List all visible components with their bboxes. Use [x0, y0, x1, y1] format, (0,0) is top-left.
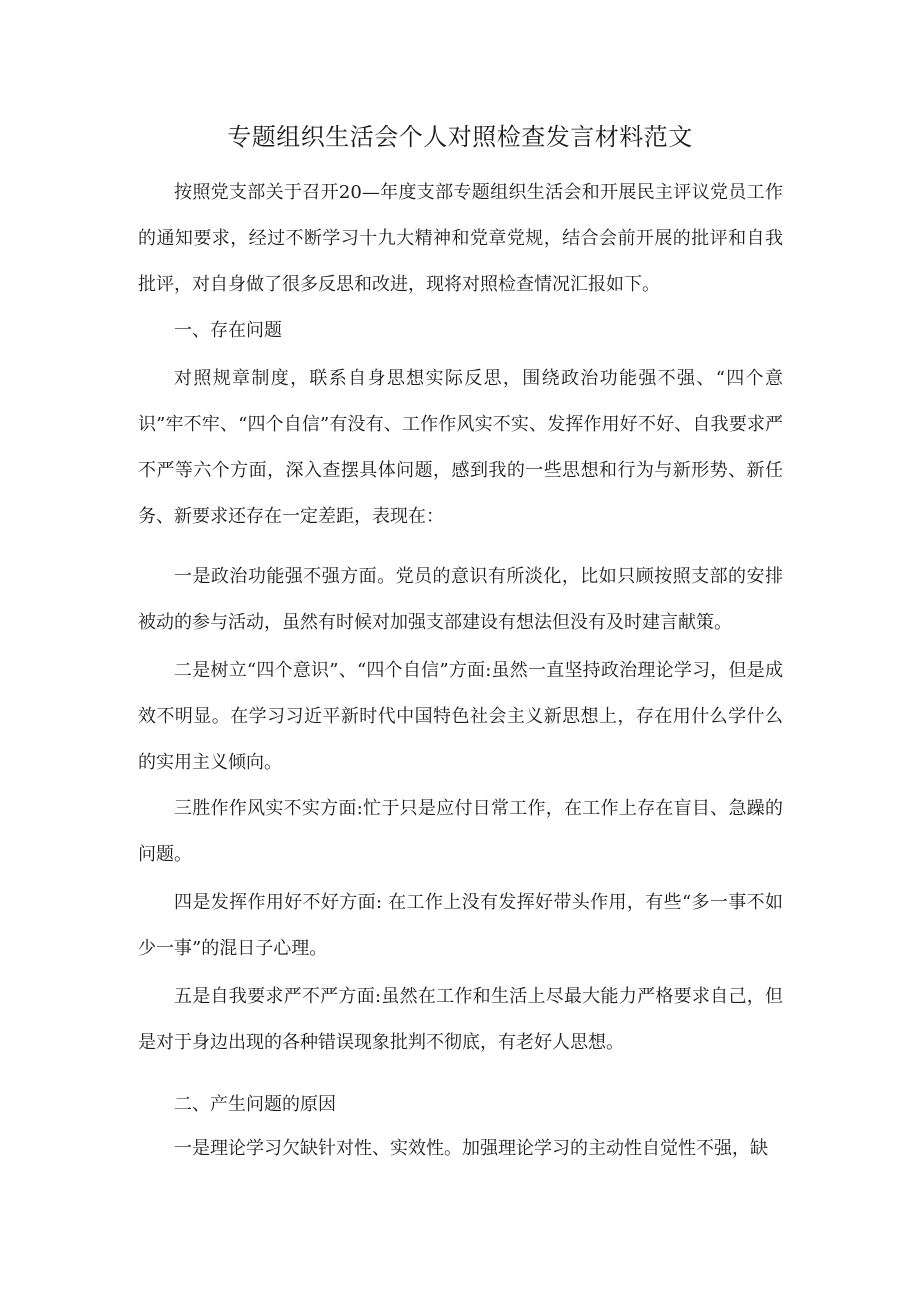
problem-item-5: 五是自我要求严不严方面:虽然在工作和生活上尽最大能力严格要求自己，但是对于身边出现的各种错误现象批判不彻底，有老好人思想。 — [138, 986, 783, 1053]
problem-item-3: 三胜作作风实不实方面:忙于只是应付日常工作，在工作上存在盲目、急躁的问题。 — [138, 798, 783, 865]
problem-item-2: 二是树立“四个意识”、“四个自信”方面:虽然一直坚持政治理论学习，但是成效不明显。在学习习近平新时代中国特色社会主义新思想上，存在用什么学什么的实用主义倾向。 — [138, 660, 783, 773]
problems-intro-paragraph: 对照规章制度，联系自身思想实际反思，围绕政治功能强不强、“四个意识”牢不牢、“四个自信”有没有、工作作风实不实、发挥作用好不好、自我要求严不严等六个方面，深入查摆具体问题，感到我的一些思想和行为与新形势、新任务、新要求还存在一定差距，表现在： — [138, 368, 783, 527]
section-heading-causes: 二、产生问题的原因 — [174, 1094, 336, 1115]
intro-paragraph: 按照党支部关于召开20—年度支部专题组织生活会和开展民主评议党员工作的通知要求，经过不断学习十九大精神和党章党规，结合会前开展的批评和自我批评，对自身做了很多反思和改进，现将对照检查情况汇报如下。 — [138, 182, 783, 295]
document-title: 专题组织生活会个人对照检查发言材料范文 — [227, 123, 693, 151]
problem-item-1: 一是政治功能强不强方面。党员的意识有所淡化，比如只顾按照支部的安排被动的参与活动，虽然有时候对加强支部建设有想法但没有及时建言献策。 — [138, 566, 783, 633]
cause-item-1: 一是理论学习欠缺针对性、实效性。加强理论学习的主动性自觉性不强，缺 — [174, 1138, 768, 1159]
problem-item-4: 四是发挥作用好不好方面: 在工作上没有发挥好带头作用，有些“多一事不如少一事”的混日子心理。 — [138, 892, 783, 959]
section-heading-problems: 一、存在问题 — [174, 320, 282, 341]
